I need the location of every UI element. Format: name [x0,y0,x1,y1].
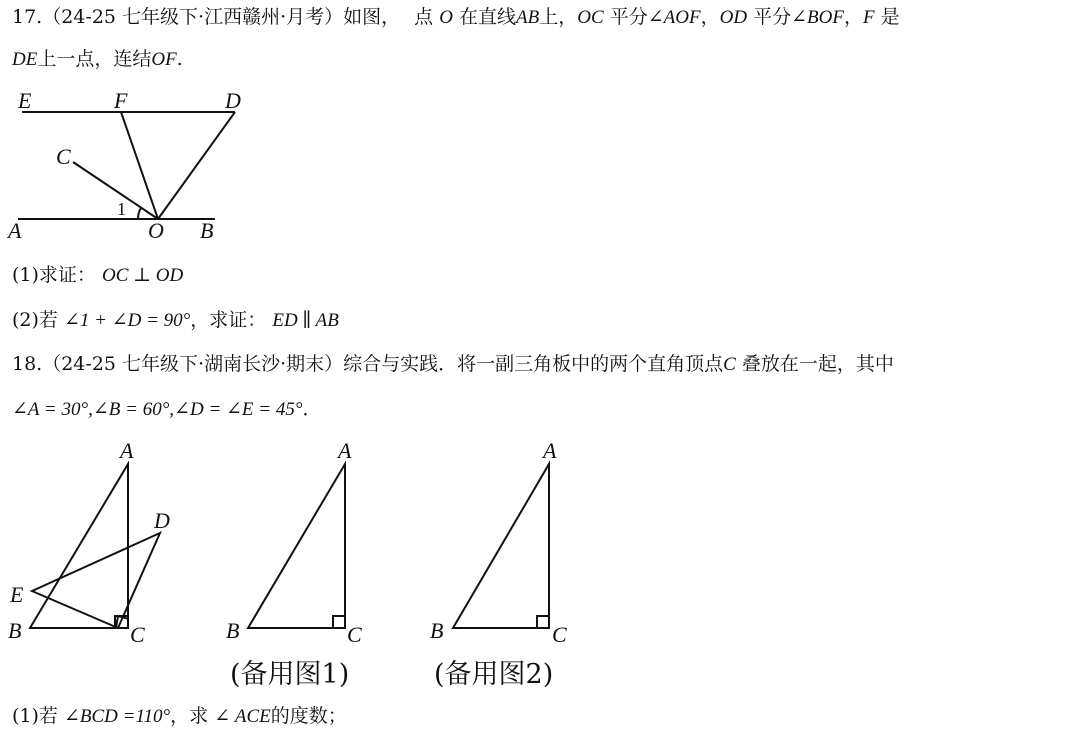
q17-part2-conclusion: ED ∥ AB [272,310,339,331]
q18-part1-target: ∠ ACE [214,706,271,727]
label-a: A [8,218,22,243]
q17-part2-prefix: (2)若 [12,309,58,331]
backup1-triangle-abc [248,464,345,628]
q18-source: （24-25 七年级下·湖南长沙·期末）综合与实践．将一副三角板中的两个直角顶点 [42,353,724,375]
q17-line-ab: AB [516,7,540,28]
fig3-label-a: A [543,438,557,463]
q18-text: ． [302,398,322,420]
q17-number: 17. [12,6,43,28]
q17-text: ， [700,6,720,28]
q18-part1-end: 的度数； [270,705,347,727]
fig3-label-c: C [552,622,567,647]
triangle-abc [30,464,128,628]
label-e: E [18,88,32,113]
q17-text: 上， [539,6,578,28]
fig2-label-a: A [338,438,352,463]
q17-ray-of: OF [151,49,177,70]
fig2-label-c: C [347,622,362,647]
label-d: D [225,88,241,113]
q17-line-de: DE [12,49,38,70]
q18-part1 [12,703,347,730]
triangle-dec [32,533,160,628]
q17-text: ， [843,6,863,28]
label-b: B [200,218,214,243]
caption-backup-2: (备用图2) [434,659,554,690]
q18-given-angles: ∠A = 30°,∠B = 60°,∠D = ∠E = 45° [12,399,303,420]
label-f: F [114,88,128,113]
q18-text: 叠放在一起，其中 [741,353,894,375]
q17-ray-od: OD [719,7,748,28]
fig1-label-c: C [130,622,145,647]
label-c: C [56,144,71,169]
q18-point-c: C [723,354,736,375]
q17-angle-aof: ∠AOF [647,7,701,28]
q18-backup-figure-1 [248,464,345,628]
q17-angle-bof: ∠BOF [791,7,844,28]
q17-text: 在直线 [459,6,517,28]
q17-text: 平分 [609,6,648,28]
backup2-right-angle-mark [537,616,549,628]
q17-text: 是 [880,6,900,28]
q18-part1-prefix: (1)若 [12,705,58,727]
q17-text: 上一点，连结 [37,48,152,70]
q17-source: （24-25 七年级下·江西赣州·月考）如图， [42,6,401,28]
backup1-right-angle-mark [333,616,345,628]
fig1-label-e: E [10,582,24,607]
q17-part1-expr: OC ⊥ OD [101,265,184,286]
label-angle-1: 1 [117,199,126,219]
caption-backup-1: (备用图1) [230,659,350,690]
q18-number: 18. [12,353,43,375]
q17-text: 平分 [753,6,792,28]
fig1-label-b: B [8,618,22,643]
q18-backup-figure-2 [453,464,549,628]
q18-part1-expr: ∠BCD =110° [63,706,171,727]
q17-point-f: F [863,7,875,28]
q17-ray-oc: OC [577,7,604,28]
fig2-label-b: B [226,618,240,643]
q17-part2-mid: ，求证： [190,309,267,331]
q17-part1-prefix: (1)求证： [12,264,96,286]
q17-part2-expr: ∠1 + ∠D = 90° [63,310,191,331]
label-o: O [148,218,164,243]
fig1-label-d: D [154,508,170,533]
q17-point-o: O [439,7,453,28]
fig3-label-b: B [430,618,444,643]
q18-main-figure [30,464,160,628]
q17-text: . [176,48,183,70]
fig1-label-a: A [120,438,134,463]
q18-part1-mid: ，求 [170,705,209,727]
backup2-triangle-abc [453,464,549,628]
q17-text: 点 [414,6,434,28]
